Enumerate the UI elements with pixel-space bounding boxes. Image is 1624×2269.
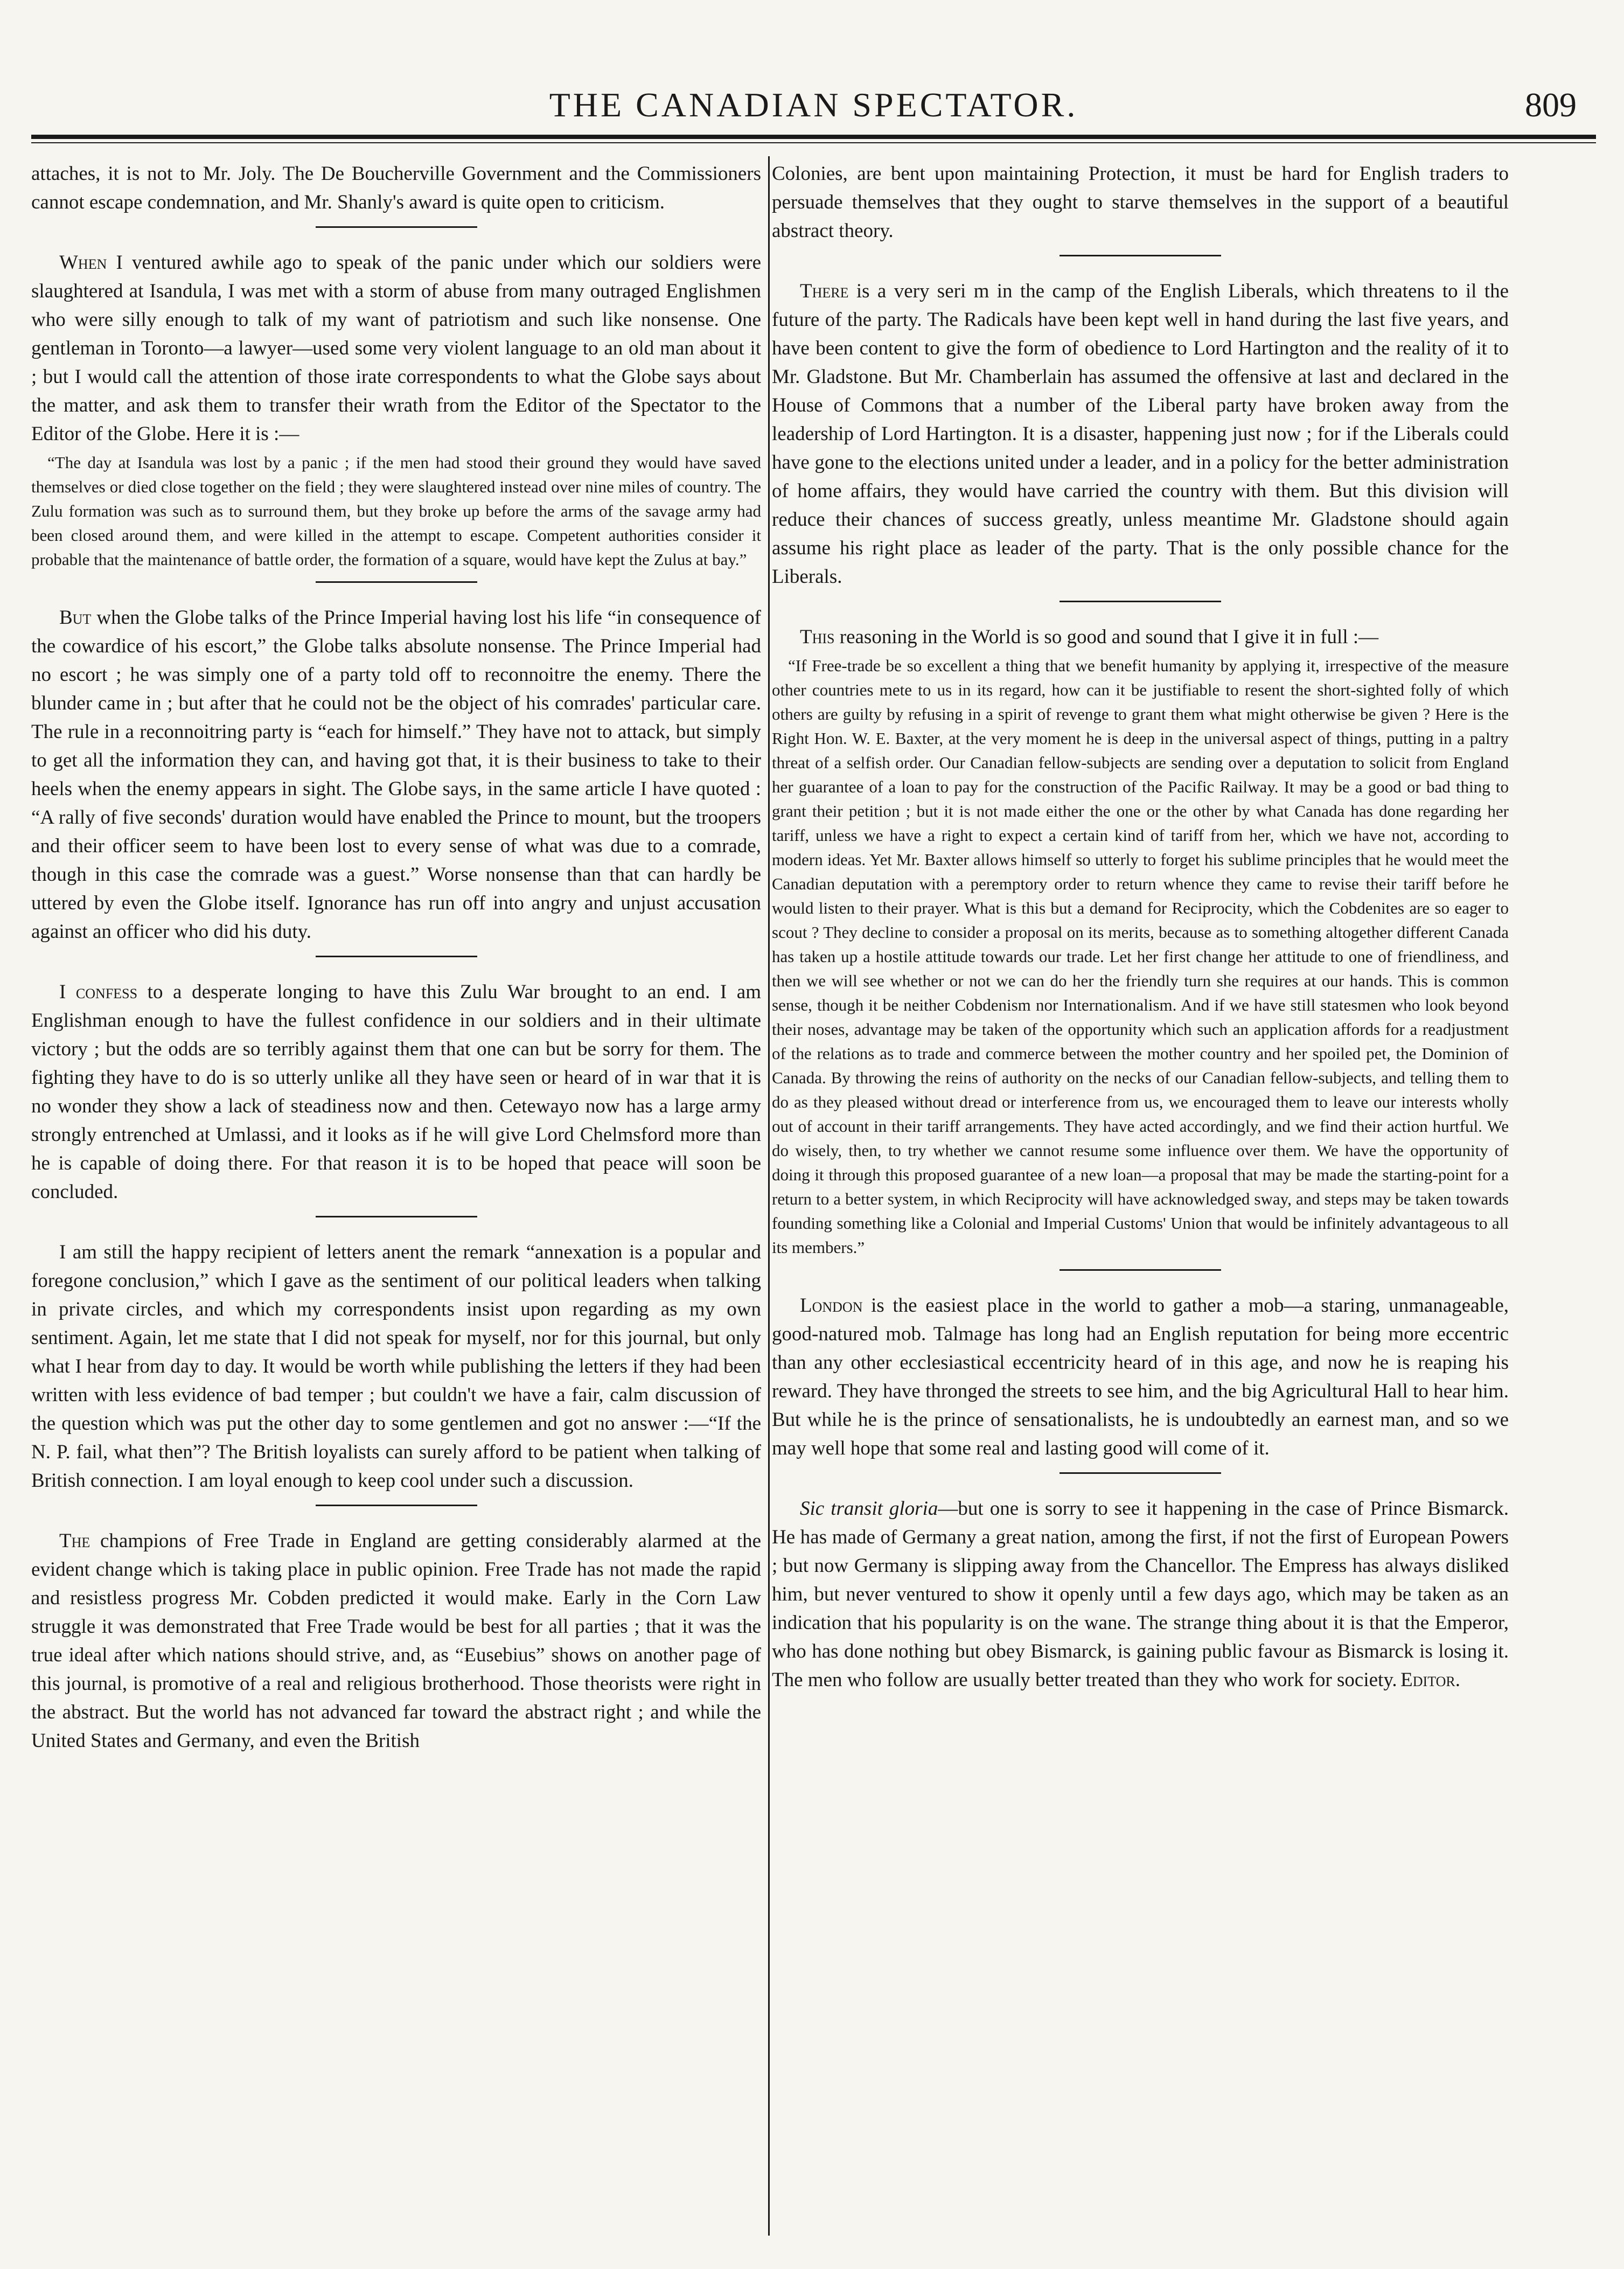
newspaper-page — [31, 15, 1596, 2251]
page-number: 809 — [1525, 86, 1577, 124]
paragraph-text: Colonies, are bent upon maintaining Protection, it must be hard for English traders to persuade themselves that they ought to starve themselves in the support of a beautiful abstract theory. — [772, 163, 1509, 242]
lead-word: There — [800, 280, 849, 302]
publication-title: THE CANADIAN SPECTATOR. — [549, 86, 1078, 124]
lead-word: When — [59, 252, 107, 274]
paragraph-text: reasoning in the World is so good and sound that I give it in full :— — [834, 626, 1379, 648]
editor-signature: Editor. — [1400, 1669, 1460, 1691]
quoted-passage — [31, 450, 761, 572]
paragraph-text: is a very seri m in the camp of the English Liberals, which threatens to il the future of the party. The Radicals have been kept well in hand during the last five years, and have been content to give the form of obedience to Lord Hartington and the reality of it to Mr. Gladstone. But Mr. Chamberlain has assumed the offensive at last and declared in the House of Commons that a number of the Liberal party have broken away from the leadership of Lord Hartington. It is a disaster, happening just now ; for if the Liberals could have gone to the elections united under a leader, and in a policy for the better administration of home affairs, they would have carried the country with them. But this division will reduce their chances of success greatly, unless meantime Mr. Gladstone should again assume his right place as leader of the party. That is the only possible chance for the Liberals. — [772, 280, 1509, 588]
paragraph-text: “If Free-trade be so excellent a thing that we benefit humanity by applying it, irrespective of the measure other countries mete to us in its regard, how can it be justifiable to resent the short-sighted folly of which others are guilty by refusing in a spirit of revenge to grant them what might otherwise be given ? Here is the Right Hon. W. E. Baxter, at the very moment he is deep in the universal aspect of things, putting in a paltry threat of a selfish order. Our Canadian fellow-subjects are sending over a deputation to solicit from England her guarantee of a loan to pay for the construction of the Pacific Railway. It may be a good or bad thing to grant their petition ; but it is not made either the one or the other by what Canada has done regarding her tariff, unless we have a right to expect a certain kind of tariff from her, which we have not, according to modern ideas. Yet Mr. Baxter allows himself so utterly to forget his sublime principles that he would meet the Canadian deputation with a peremptory order to return whence they came to revise their tariff before he would listen to their prayer. What is this but a demand for Reciprocity, which the Cobdenites are so eager to scout ? They decline to consider a proposal on its merits, because as to something altogether different Canada has taken up a hostile attitude towards our trade. Let her first change her attitude to one of friendliness, and then we will see whether or not we can do her the friendly turn she requires at our hands. This is common sense, though it be neither Cobdenism nor Internationalism. And if we have still statesmen who look beyond their noses, advantage may be taken of the opportunity which such an application affords for a readjustment of the relations as to trade and commerce between the mother country and her spoiled pet, the Dominion of Canada. By throwing the reins of authority on the necks of our Canadian fellow-subjects, and telling them to do as they pleased without dread or interference from us, we encouraged them to leave our interests wholly out of account in their tariff arrangements. They have acted accordingly, and we find their action hurtful. We do wisely, then, to try whether we cannot resume some influence over them. We have the opportunity of doing it through this proposed guarantee of a new loan—a proposal that may be made the starting-point for a return to a better system, in which Reciprocity will have acknowledged sway, and steps may be taken towards founding something like a Colonial and Imperial Customs' Union that would be infinitely advantageous to all its members.” — [772, 656, 1509, 1257]
section-separator — [1060, 601, 1221, 602]
lead-word: London — [800, 1294, 863, 1317]
italic-lead: Sic transit gloria — [800, 1498, 938, 1520]
header-rule — [31, 135, 1596, 139]
section-separator — [316, 1505, 477, 1506]
lead-word: This — [800, 626, 835, 648]
paragraph-text: is the easiest place in the world to gather a mob—a staring, unmanageable, good-natured mob. Talmage has long had an English reputation for being more eccentric than any other ecclesiastical eccentricity heard of in this age, and now he is reaping his reward. They have thronged the streets to see him, and the big Agricultural Hall to hear him. But while he is the prince of sensationalists, he is undoubtedly an earnest man, and so we may well hope that some real and lasting good will come of it. — [772, 1294, 1509, 1459]
article-paragraph — [31, 603, 761, 946]
article-paragraph — [31, 978, 761, 1206]
article-paragraph — [31, 1527, 761, 1755]
section-separator — [1060, 255, 1221, 256]
section-separator — [1060, 1269, 1221, 1271]
right-column — [772, 159, 1509, 1694]
header-rule-thin — [31, 142, 1596, 143]
paragraph-text: I ventured awhile ago to speak of the panic under which our soldiers were slaughtered at Isandula, I was met with a storm of abuse from many outraged Englishmen who were silly enough to talk of my want of patriotism and such like nonsense. One gentleman in Toronto—a lawyer—used some very violent language to an old man about it ; but I would call the attention of those irate correspondents to what the Globe says about the matter, and ask them to transfer their wrath from the Editor of the Spectator to the Editor of the Globe. Here it is :— — [31, 252, 761, 445]
article-paragraph — [31, 248, 761, 448]
paragraph-text: “The day at Isandula was lost by a panic ; if the men had stood their ground they would have saved themselves or died close together on the field ; they were slaughtered instead over nine miles of country. The Zulu formation was such as to surround them, but they broke up before the arms of the savage army had been closed around them, and were killed in the attempt to escape. Competent authorities consider it probable that the maintenance of battle order, the formation of a square, would have kept the Zulus at bay.” — [31, 453, 761, 569]
article-paragraph — [772, 623, 1509, 651]
quoted-passage — [772, 653, 1509, 1259]
paragraph-text: when the Globe talks of the Prince Imperial having lost his life “in consequence of the cowardice of his escort,” the Globe talks absolute nonsense. The Prince Imperial had no escort ; he was simply one of a party told off to reconnoitre the enemy. There the blunder came in ; but after that he could not be the object of his comrades' particular care. The rule in a reconnoitring party is “each for himself.” They have not to attack, but simply to get all the information they can, and having got that, it is their business to take to their heels when the enemy appears in sight. The Globe says, in the same article I have quoted : “A rally of five seconds' duration would have enabled the Prince to mount, but the troopers and their officer seem to have been lost to every sense of what was due to a comrade, though in this case the comrade was a guest.” Worse nonsense than that can hardly be uttered by even the Globe itself. Ignorance has run off into angry and unjust accusation against an officer who did his duty. — [31, 607, 761, 943]
paragraph-text: champions of Free Trade in England are getting considerably alarmed at the evident change which is taking place in public opinion. Free Trade has not made the rapid and resistless progress Mr. Cobden predicted it would make. Early in the Corn Law struggle it was demonstrated that Free Trade would be best for all parties ; that it was the true ideal after which nations should strive, and, as “Eusebius” shows on another page of this journal, is promotive of a real and religious brotherhood. Those theorists were right in the abstract. But the world has not advanced far toward the abstract right ; and while the United States and Germany, and even the British — [31, 1530, 761, 1752]
article-paragraph — [772, 277, 1509, 591]
section-separator — [316, 956, 477, 957]
lead-word: But — [59, 607, 92, 629]
section-separator — [316, 1216, 477, 1217]
lead-word: I confess — [59, 981, 138, 1003]
section-separator — [1060, 1472, 1221, 1474]
article-paragraph — [772, 1494, 1509, 1694]
section-separator — [316, 226, 477, 228]
article-paragraph — [772, 159, 1509, 245]
section-separator — [316, 581, 477, 583]
paragraph-text: —but one is sorry to see it happening in the case of Prince Bismarck. He has made of Germany a great nation, among the first, if not the first of European Powers ; but now Germany is slipping away from the Chancellor. The Empress has always disliked him, but never ventured to show it openly until a few days ago, which may be taken as an indication that his popularity is on the wane. The strange thing about it is that the Emperor, who has done nothing but obey Bismarck, is gaining public favour as Bismarck is losing it. The men who follow are usually better treated than they who work for society. — [772, 1498, 1509, 1691]
left-column — [31, 159, 761, 1755]
page-header — [31, 15, 1596, 144]
paragraph-text: to a desperate longing to have this Zulu War brought to an end. I am Englishman enough to have the fullest confidence in our soldiers and in their ultimate victory ; but the odds are so terribly against them that one can but be sorry for them. The fighting they have to do is so utterly unlike all they have seen or heard of in war that it is no wonder they show a lack of steadiness now and then. Cetewayo now has a large army strongly entrenched at Umlassi, and it looks as if he will give Lord Chelmsford more than he is capable of doing there. For that reason it is to be hoped that peace will soon be concluded. — [31, 981, 761, 1203]
paragraph-text: attaches, it is not to Mr. Joly. The De Boucherville Government and the Commissioners cannot escape condemnation, and Mr. Shanly's award is quite open to criticism. — [31, 163, 761, 213]
column-divider — [768, 156, 770, 2236]
lead-word: The — [59, 1530, 90, 1552]
article-paragraph — [31, 1238, 761, 1495]
paragraph-text: I am still the happy recipient of letters anent the remark “annexation is a popular and foregone conclusion,” which I gave as the sentiment of our political leaders when talking in private circles, and which my correspondents insist upon regarding as my own sentiment. Again, let me state that I did not speak for myself, nor for this journal, but only what I hear from day to day. It would be worth while publishing the letters if they had been written with less evidence of bad temper ; but couldn't we have a fair, calm discussion of the question which was put the other day to some gentlemen and got no answer :—“If the N. P. fail, what then”? The British loyalists can surely afford to be patient when talking of British connection. I am loyal enough to keep cool under such a discussion. — [31, 1241, 761, 1492]
article-paragraph — [772, 1291, 1509, 1463]
article-paragraph — [31, 159, 761, 217]
